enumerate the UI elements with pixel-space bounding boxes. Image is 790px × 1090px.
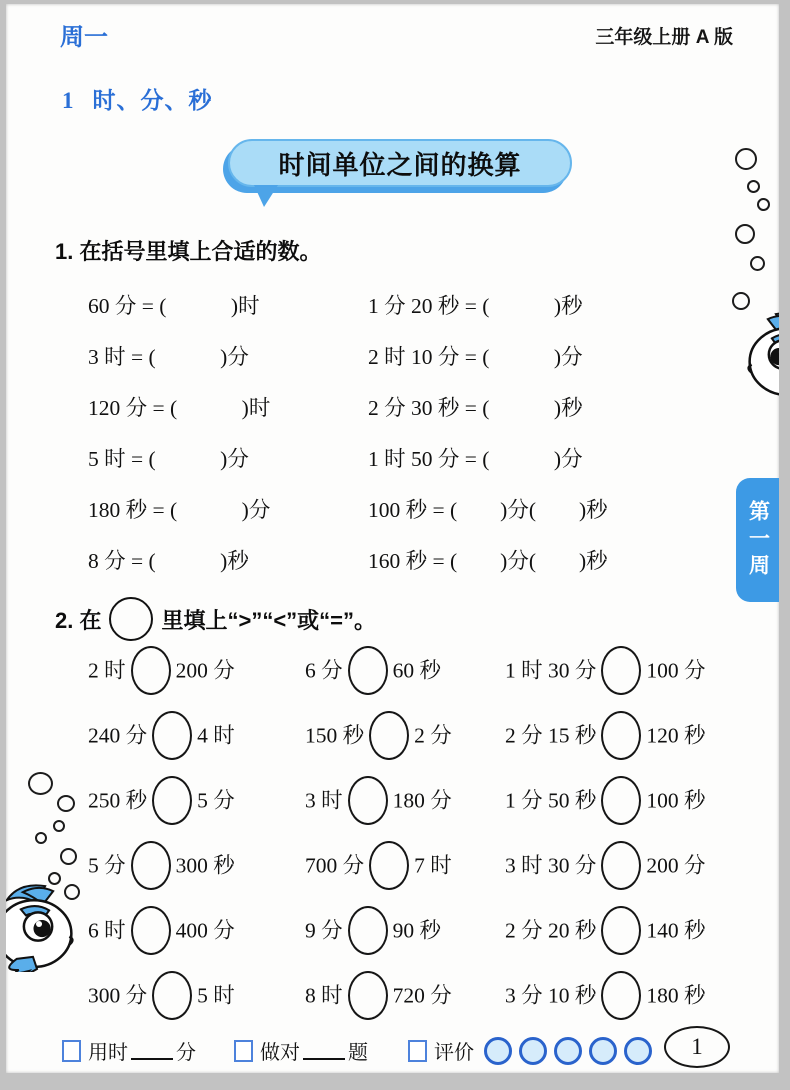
comparison-item — [88, 841, 305, 894]
comparison-right: 4 时 — [197, 723, 235, 748]
answer-circle — [109, 597, 153, 641]
answer-circle — [131, 841, 171, 890]
conversion-expression: 2 时 10 分 = ( )分 — [368, 345, 583, 369]
comparison-left: 9 分 — [305, 918, 343, 943]
conversion-expression: 3 时 = ( )分 — [88, 345, 249, 369]
worksheet-page — [6, 4, 779, 1073]
comparison-item — [505, 841, 706, 894]
rating-label: 评价 — [434, 1042, 474, 1064]
comparison-left: 6 时 — [88, 918, 126, 943]
q1-title: 1. 在括号里填上合适的数。 — [55, 239, 322, 264]
comparison-left: 3 时 — [305, 788, 343, 813]
medal-icon — [589, 1037, 617, 1065]
time-spent-field — [62, 1036, 196, 1065]
answer-circle — [601, 906, 641, 955]
comparison-left: 6 分 — [305, 658, 343, 683]
fish-icon — [6, 876, 82, 977]
comparison-right: 180 分 — [392, 788, 452, 813]
topic-banner-text: 时间单位之间的换算 — [278, 149, 522, 180]
conversion-expression: 1 分 20 秒 = ( )秒 — [368, 294, 583, 318]
conversion-expression: 180 秒 = ( )分 — [88, 498, 271, 522]
section-number: 1 — [62, 88, 75, 113]
comparison-right: 400 分 — [175, 918, 235, 943]
answer-circle — [131, 646, 171, 695]
comparison-right: 300 秒 — [175, 853, 235, 878]
comparison-left: 240 分 — [88, 723, 148, 748]
comparison-right: 720 分 — [392, 983, 452, 1008]
comparison-left: 300 分 — [88, 983, 148, 1008]
comparison-item — [305, 841, 505, 894]
answer-circle — [601, 971, 641, 1020]
comparison-right: 200 分 — [646, 853, 706, 878]
correct-count-field — [234, 1036, 368, 1065]
answer-circle — [369, 711, 409, 760]
comparison-right: 100 秒 — [646, 788, 706, 813]
comparison-item — [305, 646, 505, 699]
answer-circle — [369, 841, 409, 890]
medal-icon — [554, 1037, 582, 1065]
comparison-left: 2 分 15 秒 — [505, 723, 597, 748]
comparison-left: 150 秒 — [305, 723, 365, 748]
conversion-expression: 2 分 30 秒 = ( )秒 — [368, 396, 583, 420]
rating-medals — [484, 1037, 659, 1065]
comparison-left: 700 分 — [305, 853, 365, 878]
bubble-icon — [28, 772, 53, 795]
section-title: 时、分、秒 — [92, 87, 213, 113]
bubble-icon — [735, 148, 757, 170]
answer-circle — [348, 776, 388, 825]
week-tab-label: 第一周 — [746, 499, 770, 581]
bubble-icon — [735, 224, 755, 244]
comparison-right: 180 秒 — [646, 983, 706, 1008]
comparison-right: 200 分 — [175, 658, 235, 683]
medal-icon — [519, 1037, 547, 1065]
answer-circle — [601, 841, 641, 890]
bubble-icon — [53, 820, 65, 832]
conversion-expression: 5 时 = ( )分 — [88, 447, 249, 471]
comparison-item — [88, 776, 305, 829]
answer-circle — [131, 906, 171, 955]
medal-icon — [484, 1037, 512, 1065]
comparison-right: 90 秒 — [392, 918, 442, 943]
comparison-left: 1 时 30 分 — [505, 658, 597, 683]
checkbox-icon — [234, 1040, 253, 1062]
comparison-item — [305, 906, 505, 959]
comparison-right: 140 秒 — [646, 918, 706, 943]
comparison-right: 7 时 — [414, 853, 452, 878]
weekday-label: 周一 — [60, 24, 108, 51]
fish-icon — [739, 304, 779, 405]
comparison-item — [505, 906, 706, 959]
comparison-right: 5 时 — [197, 983, 235, 1008]
comparison-right: 2 分 — [414, 723, 452, 748]
conversion-expression: 1 时 50 分 = ( )分 — [368, 447, 583, 471]
section-heading — [62, 82, 213, 115]
rating-field — [408, 1036, 659, 1065]
q2-title-prefix: 2. 在 — [55, 607, 102, 633]
comparison-item — [88, 646, 305, 699]
comparison-item — [305, 776, 505, 829]
comparison-item — [88, 711, 305, 764]
conversion-expression: 160 秒 = ( )分( )秒 — [368, 549, 608, 573]
comparison-item — [505, 711, 706, 764]
comparison-item — [88, 906, 305, 959]
conversion-expression: 120 分 = ( )时 — [88, 396, 271, 420]
bubble-icon — [750, 256, 765, 271]
comparison-left: 8 时 — [305, 983, 343, 1008]
q2-grid — [88, 640, 706, 1030]
answer-circle — [601, 776, 641, 825]
comparison-left: 3 分 10 秒 — [505, 983, 597, 1008]
answer-circle — [601, 646, 641, 695]
answer-circle — [601, 711, 641, 760]
comparison-item — [505, 646, 706, 699]
bubble-icon — [747, 180, 760, 193]
answer-circle — [348, 906, 388, 955]
comparison-item — [305, 971, 505, 1024]
correct-count-blank — [303, 1042, 345, 1060]
week-tab — [736, 478, 779, 602]
conversion-expression: 100 秒 = ( )分( )秒 — [368, 498, 608, 522]
correct-count-label: 做对 — [260, 1042, 300, 1064]
answer-circle — [152, 776, 192, 825]
comparison-left: 3 时 30 分 — [505, 853, 597, 878]
comparison-left: 1 分 50 秒 — [505, 788, 597, 813]
answer-circle — [152, 711, 192, 760]
checkbox-icon — [62, 1040, 81, 1062]
q1-grid — [88, 279, 608, 585]
time-spent-unit: 分 — [176, 1042, 196, 1064]
correct-count-unit: 题 — [348, 1042, 368, 1064]
q2-title — [55, 597, 376, 641]
comparison-right: 5 分 — [197, 788, 235, 813]
conversion-expression: 8 分 = ( )秒 — [88, 549, 249, 573]
banner-tail — [254, 185, 278, 207]
time-spent-blank — [131, 1042, 173, 1060]
page-number-badge: 1 — [664, 1026, 730, 1068]
bubble-icon — [60, 848, 77, 865]
comparison-right: 120 秒 — [646, 723, 706, 748]
comparison-left: 5 分 — [88, 853, 126, 878]
comparison-left: 250 秒 — [88, 788, 148, 813]
comparison-left: 2 分 20 秒 — [505, 918, 597, 943]
medal-icon — [624, 1037, 652, 1065]
topic-banner — [228, 139, 572, 187]
bubble-icon — [35, 832, 47, 844]
comparison-left: 2 时 — [88, 658, 126, 683]
q2-title-suffix: 里填上“>”“<”或“=”。 — [161, 607, 377, 633]
comparison-item — [88, 971, 305, 1024]
time-spent-label: 用时 — [88, 1042, 128, 1064]
comparison-item — [305, 711, 505, 764]
conversion-expression: 60 分 = ( )时 — [88, 294, 260, 318]
comparison-right: 60 秒 — [392, 658, 442, 683]
answer-circle — [348, 971, 388, 1020]
edition-label: 三年级上册 A 版 — [595, 27, 733, 48]
bubble-icon — [757, 198, 770, 211]
bubble-icon — [57, 795, 75, 812]
comparison-item — [505, 971, 706, 1024]
comparison-item — [505, 776, 706, 829]
checkbox-icon — [408, 1040, 427, 1062]
answer-circle — [152, 971, 192, 1020]
comparison-right: 100 分 — [646, 658, 706, 683]
answer-circle — [348, 646, 388, 695]
